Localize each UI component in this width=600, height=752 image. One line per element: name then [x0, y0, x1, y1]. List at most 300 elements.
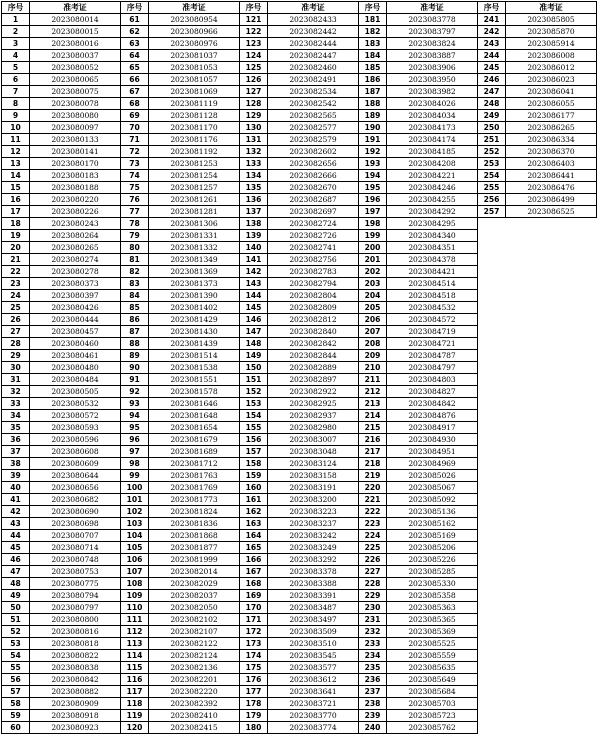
table-row [2, 434, 121, 446]
seq-cell: 13 [2, 158, 30, 170]
seq-cell: 46 [2, 554, 30, 566]
table-row [2, 242, 121, 254]
roster-table-block-5 [477, 1, 597, 218]
table-row [121, 350, 240, 362]
ticket-number-cell: 2023082415 [149, 722, 240, 734]
table-row [359, 302, 478, 314]
ticket-number-cell: 2023082741 [268, 242, 359, 254]
ticket-number-cell: 2023082444 [268, 38, 359, 50]
ticket-number-cell: 2023080596 [30, 434, 121, 446]
seq-cell: 120 [121, 722, 149, 734]
table-row [359, 38, 478, 50]
seq-cell: 206 [359, 314, 387, 326]
seq-cell: 78 [121, 218, 149, 230]
seq-cell: 202 [359, 266, 387, 278]
table-row [240, 98, 359, 110]
seq-cell: 86 [121, 314, 149, 326]
ticket-number-cell: 2023081514 [149, 350, 240, 362]
seq-cell: 22 [2, 266, 30, 278]
table-row [359, 50, 478, 62]
ticket-number-cell: 2023086055 [506, 98, 597, 110]
table-row [359, 182, 478, 194]
ticket-number-cell: 2023081037 [149, 50, 240, 62]
table-row [121, 290, 240, 302]
roster-table-block-1 [1, 1, 121, 734]
roster-table-block-3 [239, 1, 359, 734]
seq-cell: 150 [240, 362, 268, 374]
seq-cell: 56 [2, 674, 30, 686]
table-row [121, 494, 240, 506]
column-header-seq: 序号 [478, 2, 506, 14]
seq-cell: 68 [121, 98, 149, 110]
table-row [240, 638, 359, 650]
ticket-number-cell: 2023082014 [149, 566, 240, 578]
table-row [359, 470, 478, 482]
ticket-number-cell: 2023084969 [387, 458, 478, 470]
seq-cell: 108 [121, 578, 149, 590]
ticket-number-cell: 2023082697 [268, 206, 359, 218]
ticket-number-cell: 2023083824 [387, 38, 478, 50]
table-row [2, 62, 121, 74]
table-row [359, 158, 478, 170]
table-row [121, 110, 240, 122]
seq-cell: 143 [240, 278, 268, 290]
seq-cell: 156 [240, 434, 268, 446]
table-row [121, 650, 240, 662]
seq-cell: 60 [2, 722, 30, 734]
ticket-number-cell: 2023086403 [506, 158, 597, 170]
table-row [2, 14, 121, 26]
seq-cell: 175 [240, 662, 268, 674]
ticket-number-cell: 2023082687 [268, 194, 359, 206]
ticket-number-cell: 2023080220 [30, 194, 121, 206]
seq-cell: 208 [359, 338, 387, 350]
seq-cell: 207 [359, 326, 387, 338]
ticket-number-cell: 2023080608 [30, 446, 121, 458]
ticket-number-cell: 2023081128 [149, 110, 240, 122]
seq-cell: 140 [240, 242, 268, 254]
ticket-number-cell: 2023083950 [387, 74, 478, 86]
seq-cell: 165 [240, 542, 268, 554]
seq-cell: 193 [359, 158, 387, 170]
table-row [2, 386, 121, 398]
seq-cell: 87 [121, 326, 149, 338]
table-row [2, 254, 121, 266]
table-row [240, 350, 359, 362]
seq-cell: 138 [240, 218, 268, 230]
seq-cell: 181 [359, 14, 387, 26]
ticket-number-cell: 2023085169 [387, 530, 478, 542]
table-row [121, 470, 240, 482]
table-row [2, 686, 121, 698]
seq-cell: 89 [121, 350, 149, 362]
seq-cell: 50 [2, 602, 30, 614]
table-row [359, 518, 478, 530]
ticket-number-cell: 2023085723 [387, 710, 478, 722]
ticket-number-cell: 2023083612 [268, 674, 359, 686]
ticket-number-cell: 2023086525 [506, 206, 597, 218]
header-row [2, 2, 121, 14]
seq-cell: 41 [2, 494, 30, 506]
ticket-number-cell: 2023084295 [387, 218, 478, 230]
seq-cell: 177 [240, 686, 268, 698]
admission-roster-sheet [1, 1, 599, 751]
table-row [121, 662, 240, 674]
header-row [121, 2, 240, 14]
table-row [240, 374, 359, 386]
seq-cell: 146 [240, 314, 268, 326]
seq-cell: 107 [121, 566, 149, 578]
ticket-number-cell: 2023085358 [387, 590, 478, 602]
ticket-number-cell: 2023083797 [387, 26, 478, 38]
seq-cell: 101 [121, 494, 149, 506]
seq-cell: 95 [121, 422, 149, 434]
table-row [121, 230, 240, 242]
table-row [2, 74, 121, 86]
seq-cell: 192 [359, 146, 387, 158]
ticket-number-cell: 2023083510 [268, 638, 359, 650]
seq-cell: 21 [2, 254, 30, 266]
seq-cell: 73 [121, 158, 149, 170]
seq-cell: 29 [2, 350, 30, 362]
table-row [240, 86, 359, 98]
seq-cell: 250 [478, 122, 506, 134]
table-row [2, 206, 121, 218]
table-row [121, 182, 240, 194]
ticket-number-cell: 2023085285 [387, 566, 478, 578]
seq-cell: 97 [121, 446, 149, 458]
ticket-number-cell: 2023085762 [387, 722, 478, 734]
table-row [240, 110, 359, 122]
ticket-number-cell: 2023081429 [149, 314, 240, 326]
seq-cell: 191 [359, 134, 387, 146]
seq-cell: 7 [2, 86, 30, 98]
ticket-number-cell: 2023083887 [387, 50, 478, 62]
ticket-number-cell: 2023080278 [30, 266, 121, 278]
table-row [240, 506, 359, 518]
ticket-number-cell: 2023085067 [387, 482, 478, 494]
ticket-number-cell: 2023084572 [387, 314, 478, 326]
seq-cell: 42 [2, 506, 30, 518]
seq-cell: 9 [2, 110, 30, 122]
table-row [478, 74, 597, 86]
ticket-number-cell: 2023080014 [30, 14, 121, 26]
ticket-number-cell: 2023081824 [149, 506, 240, 518]
ticket-number-cell: 2023080484 [30, 374, 121, 386]
table-row [121, 170, 240, 182]
table-row [2, 278, 121, 290]
ticket-number-cell: 2023080188 [30, 182, 121, 194]
seq-cell: 20 [2, 242, 30, 254]
seq-cell: 64 [121, 50, 149, 62]
table-row [121, 14, 240, 26]
seq-cell: 239 [359, 710, 387, 722]
table-row [2, 518, 121, 530]
ticket-number-cell: 2023080457 [30, 326, 121, 338]
ticket-number-cell: 2023081253 [149, 158, 240, 170]
seq-cell: 55 [2, 662, 30, 674]
table-row [240, 662, 359, 674]
table-row [240, 38, 359, 50]
ticket-number-cell: 2023081369 [149, 266, 240, 278]
ticket-number-cell: 2023085206 [387, 542, 478, 554]
table-row [121, 62, 240, 74]
column-header-ticket: 准考证 [268, 2, 359, 14]
seq-cell: 66 [121, 74, 149, 86]
seq-cell: 163 [240, 518, 268, 530]
seq-cell: 109 [121, 590, 149, 602]
table-row [359, 722, 478, 734]
table-row [2, 446, 121, 458]
table-row [121, 446, 240, 458]
seq-cell: 224 [359, 530, 387, 542]
seq-cell: 3 [2, 38, 30, 50]
seq-cell: 1 [2, 14, 30, 26]
table-row [240, 410, 359, 422]
table-row [478, 194, 597, 206]
seq-cell: 252 [478, 146, 506, 158]
seq-cell: 132 [240, 146, 268, 158]
ticket-number-cell: 2023082726 [268, 230, 359, 242]
table-row [359, 710, 478, 722]
ticket-number-cell: 2023081390 [149, 290, 240, 302]
table-row [2, 326, 121, 338]
ticket-number-cell: 2023082447 [268, 50, 359, 62]
seq-cell: 189 [359, 110, 387, 122]
column-header-ticket: 准考证 [149, 2, 240, 14]
seq-cell: 105 [121, 542, 149, 554]
table-row [121, 74, 240, 86]
seq-cell: 174 [240, 650, 268, 662]
seq-cell: 130 [240, 122, 268, 134]
seq-cell: 170 [240, 602, 268, 614]
seq-cell: 48 [2, 578, 30, 590]
seq-cell: 15 [2, 182, 30, 194]
seq-cell: 233 [359, 638, 387, 650]
ticket-number-cell: 2023082925 [268, 398, 359, 410]
table-row [359, 194, 478, 206]
table-row [359, 314, 478, 326]
ticket-number-cell: 2023081439 [149, 338, 240, 350]
table-row [2, 650, 121, 662]
seq-cell: 90 [121, 362, 149, 374]
ticket-number-cell: 2023082136 [149, 662, 240, 674]
seq-cell: 59 [2, 710, 30, 722]
table-row [240, 470, 359, 482]
ticket-number-cell: 2023083249 [268, 542, 359, 554]
table-row [121, 434, 240, 446]
seq-cell: 79 [121, 230, 149, 242]
ticket-number-cell: 2023082794 [268, 278, 359, 290]
seq-cell: 244 [478, 50, 506, 62]
table-row [478, 158, 597, 170]
ticket-number-cell: 2023084803 [387, 374, 478, 386]
ticket-number-cell: 2023081349 [149, 254, 240, 266]
table-row [2, 662, 121, 674]
table-row [240, 266, 359, 278]
table-row [240, 386, 359, 398]
ticket-number-cell: 2023085684 [387, 686, 478, 698]
table-row [121, 674, 240, 686]
seq-cell: 74 [121, 170, 149, 182]
ticket-number-cell: 2023084026 [387, 98, 478, 110]
ticket-number-cell: 2023086370 [506, 146, 597, 158]
table-row [2, 614, 121, 626]
seq-cell: 200 [359, 242, 387, 254]
ticket-number-cell: 2023084532 [387, 302, 478, 314]
ticket-number-cell: 2023083191 [268, 482, 359, 494]
ticket-number-cell: 2023082491 [268, 74, 359, 86]
ticket-number-cell: 2023086041 [506, 86, 597, 98]
seq-cell: 43 [2, 518, 30, 530]
ticket-number-cell: 2023082050 [149, 602, 240, 614]
seq-cell: 236 [359, 674, 387, 686]
table-row [359, 218, 478, 230]
table-row [359, 650, 478, 662]
ticket-number-cell: 2023080016 [30, 38, 121, 50]
ticket-number-cell: 2023082542 [268, 98, 359, 110]
ticket-number-cell: 2023082840 [268, 326, 359, 338]
seq-cell: 116 [121, 674, 149, 686]
table-row [121, 98, 240, 110]
table-row [2, 530, 121, 542]
table-row [121, 218, 240, 230]
table-row [121, 518, 240, 530]
seq-cell: 31 [2, 374, 30, 386]
seq-cell: 247 [478, 86, 506, 98]
table-row [359, 86, 478, 98]
ticket-number-cell: 2023083388 [268, 578, 359, 590]
table-row [2, 338, 121, 350]
table-row [121, 506, 240, 518]
seq-cell: 98 [121, 458, 149, 470]
ticket-number-cell: 2023085092 [387, 494, 478, 506]
seq-cell: 2 [2, 26, 30, 38]
seq-cell: 99 [121, 470, 149, 482]
seq-cell: 148 [240, 338, 268, 350]
table-row [478, 26, 597, 38]
seq-cell: 238 [359, 698, 387, 710]
table-row [478, 182, 597, 194]
ticket-number-cell: 2023085805 [506, 14, 597, 26]
ticket-number-cell: 2023083721 [268, 698, 359, 710]
ticket-number-cell: 2023080800 [30, 614, 121, 626]
table-row [2, 602, 121, 614]
ticket-number-cell: 2023083774 [268, 722, 359, 734]
ticket-number-cell: 2023081551 [149, 374, 240, 386]
seq-cell: 5 [2, 62, 30, 74]
ticket-number-cell: 2023083641 [268, 686, 359, 698]
seq-cell: 61 [121, 14, 149, 26]
ticket-number-cell: 2023083292 [268, 554, 359, 566]
ticket-number-cell: 2023084421 [387, 266, 478, 278]
seq-cell: 228 [359, 578, 387, 590]
ticket-number-cell: 2023080426 [30, 302, 121, 314]
seq-cell: 195 [359, 182, 387, 194]
seq-cell: 32 [2, 386, 30, 398]
seq-cell: 176 [240, 674, 268, 686]
seq-cell: 141 [240, 254, 268, 266]
table-row [2, 230, 121, 242]
ticket-number-cell: 2023082889 [268, 362, 359, 374]
table-row [359, 662, 478, 674]
table-row [2, 314, 121, 326]
seq-cell: 72 [121, 146, 149, 158]
table-row [240, 494, 359, 506]
table-row [359, 290, 478, 302]
table-row [359, 698, 478, 710]
ticket-number-cell: 2023081769 [149, 482, 240, 494]
seq-cell: 144 [240, 290, 268, 302]
seq-cell: 110 [121, 602, 149, 614]
table-row [359, 326, 478, 338]
seq-cell: 129 [240, 110, 268, 122]
table-row [2, 542, 121, 554]
seq-cell: 52 [2, 626, 30, 638]
seq-cell: 256 [478, 194, 506, 206]
seq-cell: 44 [2, 530, 30, 542]
table-row [240, 254, 359, 266]
seq-cell: 34 [2, 410, 30, 422]
seq-cell: 145 [240, 302, 268, 314]
table-row [121, 410, 240, 422]
seq-cell: 157 [240, 446, 268, 458]
ticket-number-cell: 2023083982 [387, 86, 478, 98]
seq-cell: 227 [359, 566, 387, 578]
ticket-number-cell: 2023082410 [149, 710, 240, 722]
roster-table-block-4 [358, 1, 478, 734]
table-row [359, 374, 478, 386]
seq-cell: 63 [121, 38, 149, 50]
table-row [359, 506, 478, 518]
seq-cell: 51 [2, 614, 30, 626]
header-row [240, 2, 359, 14]
ticket-number-cell: 2023081679 [149, 434, 240, 446]
seq-cell: 16 [2, 194, 30, 206]
seq-cell: 255 [478, 182, 506, 194]
ticket-number-cell: 2023084518 [387, 290, 478, 302]
seq-cell: 133 [240, 158, 268, 170]
table-row [121, 614, 240, 626]
ticket-number-cell: 2023086441 [506, 170, 597, 182]
table-row [121, 638, 240, 650]
ticket-number-cell: 2023080954 [149, 14, 240, 26]
seq-cell: 104 [121, 530, 149, 542]
ticket-number-cell: 2023086334 [506, 134, 597, 146]
seq-cell: 33 [2, 398, 30, 410]
table-row [240, 578, 359, 590]
seq-cell: 248 [478, 98, 506, 110]
ticket-number-cell: 2023082102 [149, 614, 240, 626]
column-header-ticket: 准考证 [30, 2, 121, 14]
table-row [359, 362, 478, 374]
seq-cell: 245 [478, 62, 506, 74]
column-header-ticket: 准考证 [387, 2, 478, 14]
table-row [240, 542, 359, 554]
seq-cell: 169 [240, 590, 268, 602]
table-row [240, 602, 359, 614]
seq-cell: 214 [359, 410, 387, 422]
seq-cell: 183 [359, 38, 387, 50]
ticket-number-cell: 2023084514 [387, 278, 478, 290]
ticket-number-cell: 2023082844 [268, 350, 359, 362]
table-row [2, 266, 121, 278]
seq-cell: 37 [2, 446, 30, 458]
table-row [121, 530, 240, 542]
seq-cell: 114 [121, 650, 149, 662]
seq-cell: 212 [359, 386, 387, 398]
table-row [240, 710, 359, 722]
